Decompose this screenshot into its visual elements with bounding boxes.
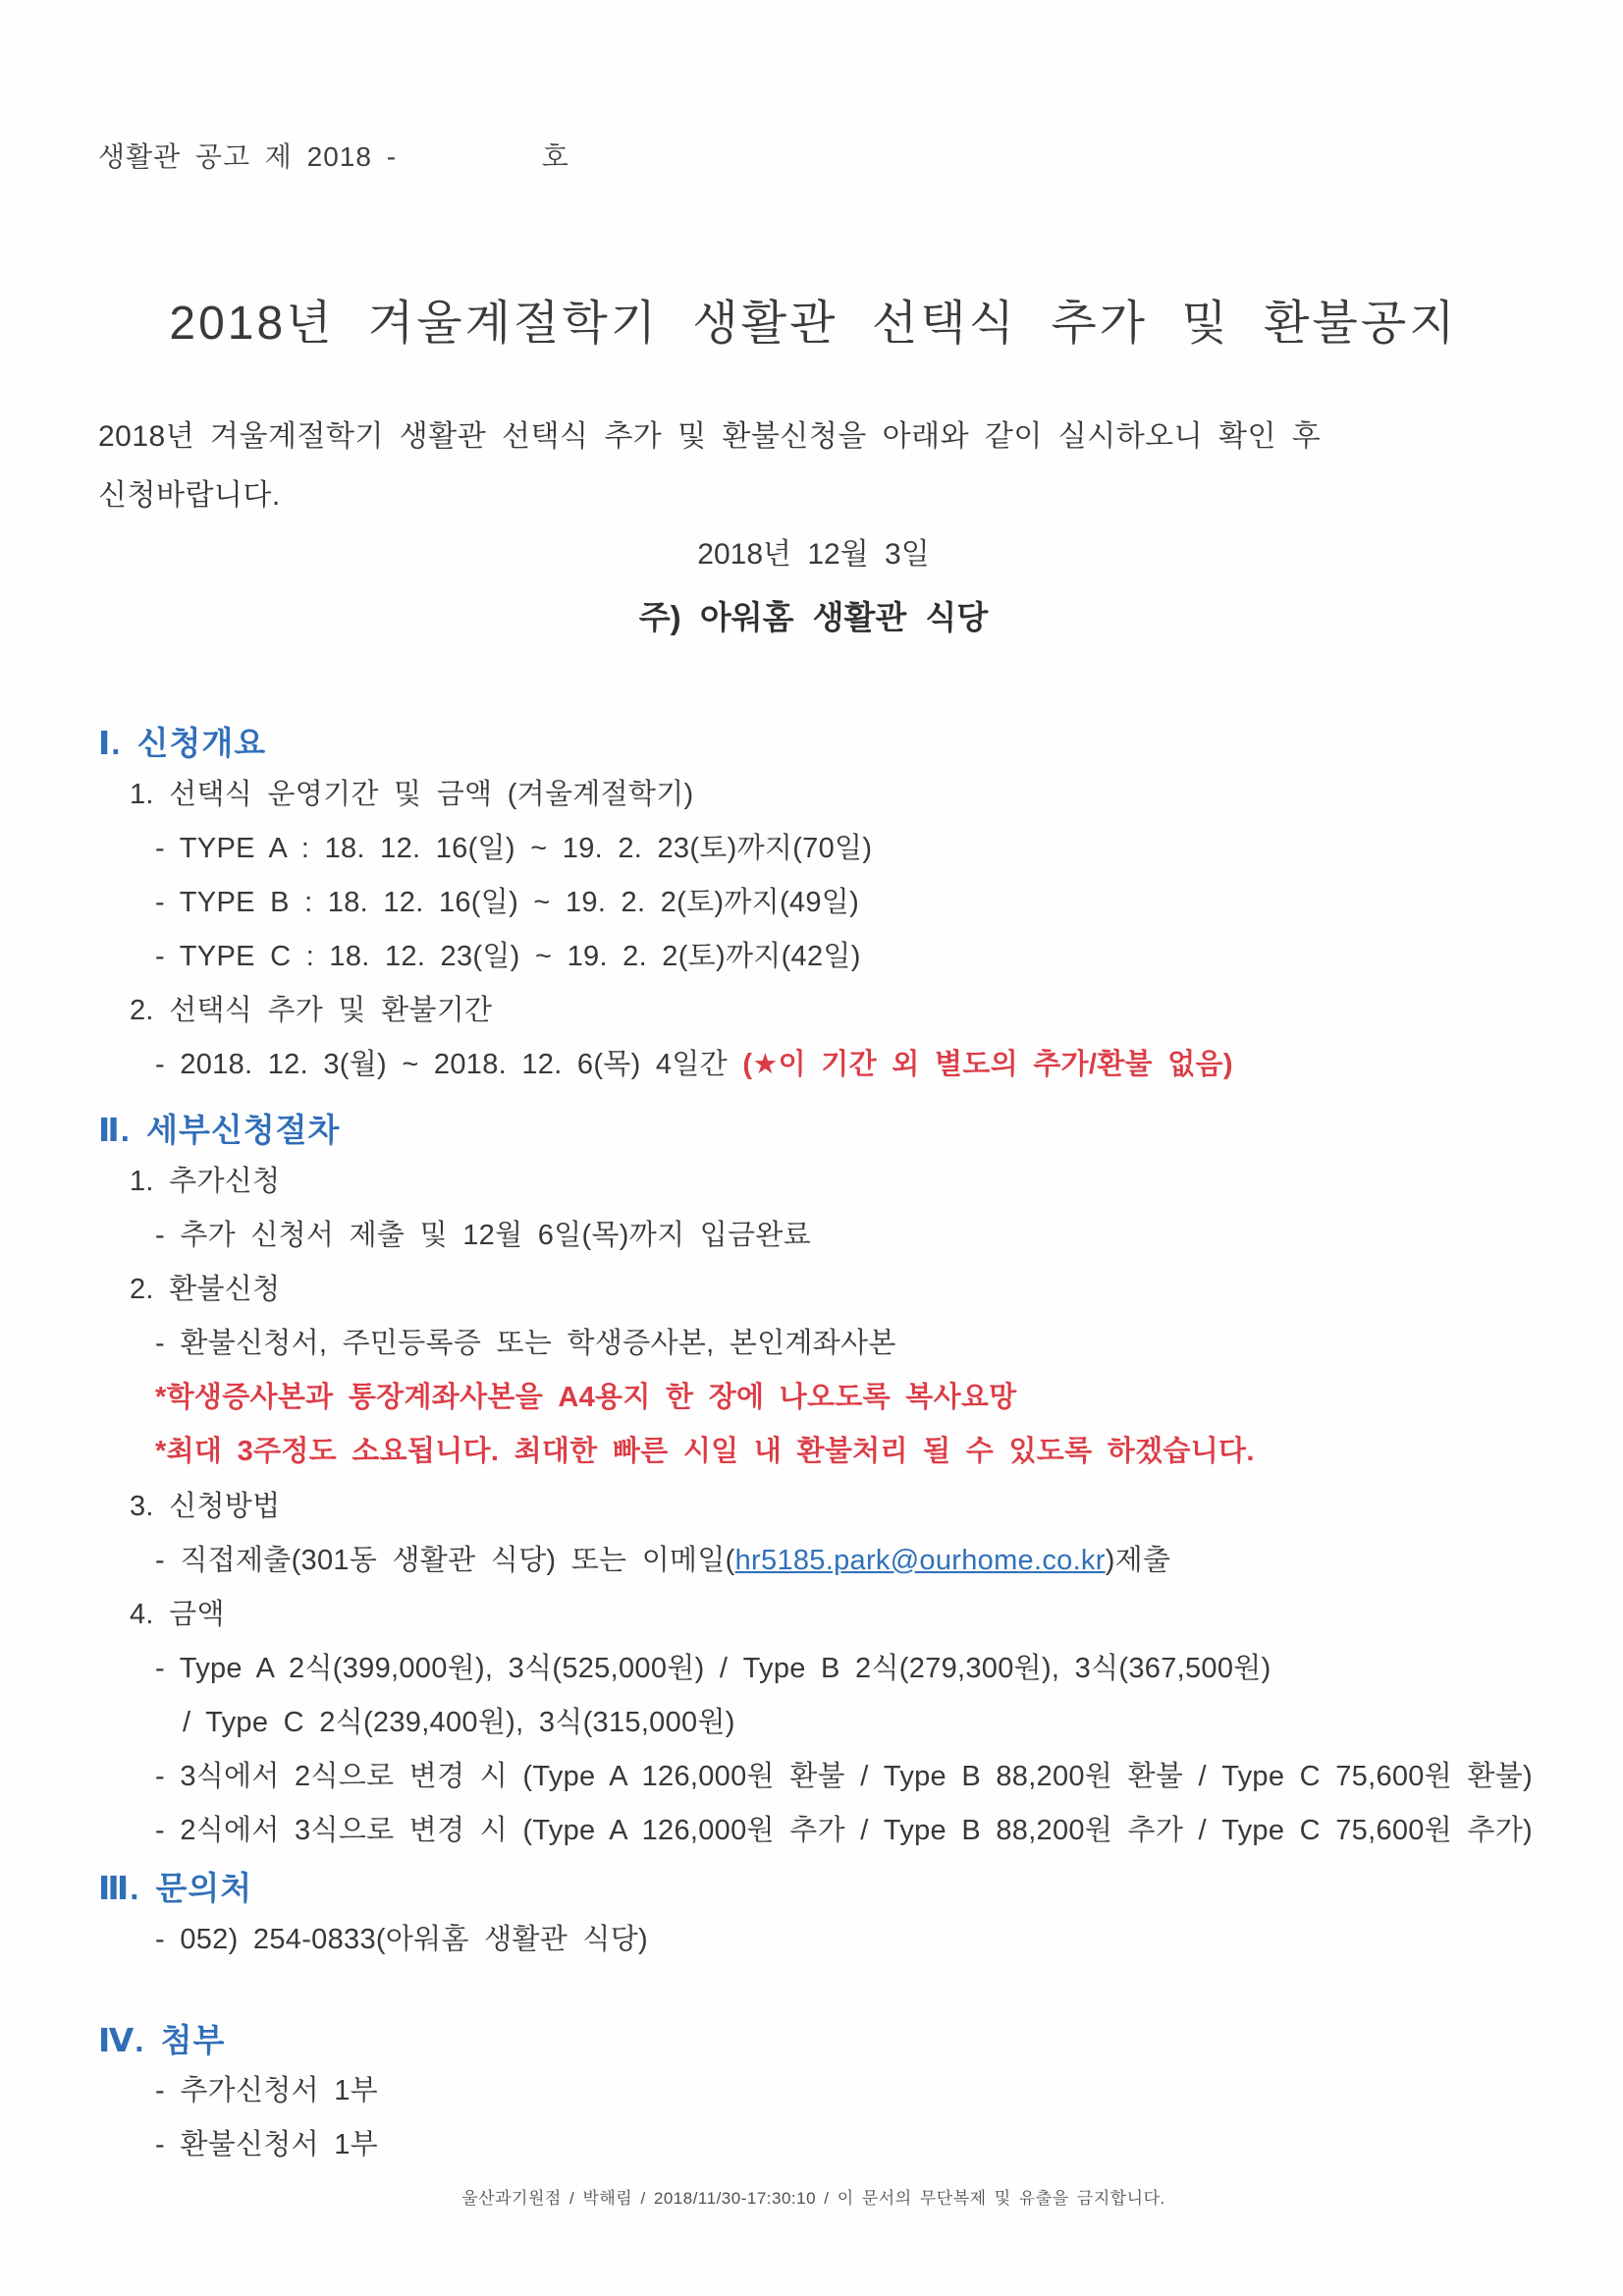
s2-method-post: )제출 — [1105, 1544, 1171, 1576]
intro-line-2: 신청바랍니다. — [98, 479, 281, 512]
section-2-heading: Ⅱ. 세부신청절차 — [98, 1112, 341, 1149]
s2-method-pre: - 직접제출(301동 생활관 식당) 또는 이메일( — [155, 1544, 735, 1576]
s2-refund-docs: - 환불신청서, 주민등록증 또는 학생증사본, 본인계좌사본 — [155, 1328, 896, 1360]
s2-item-price: 4. 금액 — [130, 1598, 225, 1630]
s2-note-copy: *학생증사본과 통장계좌사본을 A4용지 한 장에 나오도록 복사요망 — [155, 1382, 1017, 1414]
s1-item-operation-period: 1. 선택식 운영기간 및 금액 (겨울계절학기) — [130, 778, 694, 810]
email-link[interactable]: hr5185.park@ourhome.co.kr — [734, 1544, 1106, 1576]
s4-attachment-refund-form: - 환불신청서 1부 — [155, 2129, 378, 2161]
s1-type-a: - TYPE A : 18. 12. 16(일) ~ 19. 2. 23(토)까지(70일) — [155, 832, 873, 864]
s1-period-dates: - 2018. 12. 3(월) ~ 2018. 12. 6(목) 4일간 — [155, 1049, 743, 1081]
s1-period-warning: (★이 기간 외 별도의 추가/환불 없음) — [742, 1049, 1233, 1081]
s2-change-2to3: - 2식에서 3식으로 변경 시 (Type A 126,000원 추가 / Type B 88,200원 추가 / Type C 75,600원 추가) — [155, 1815, 1533, 1847]
s2-price-type-c: / Type C 2식(239,400원), 3식(315,000원) — [183, 1706, 735, 1738]
section-3-heading: Ⅲ. 문의처 — [98, 1870, 253, 1907]
section-1-heading: Ⅰ. 신청개요 — [98, 725, 267, 762]
s2-change-3to2: - 3식에서 2식으로 변경 시 (Type A 126,000원 환불 / Type B 88,200원 환불 / Type C 75,600원 환불) — [155, 1760, 1533, 1792]
s1-type-c: - TYPE C : 18. 12. 23(일) ~ 19. 2. 2(토)까지(42일) — [155, 941, 861, 973]
s2-item-add-apply: 1. 추가신청 — [130, 1165, 281, 1197]
s1-item-refund-period: 2. 선택식 추가 및 환불기간 — [130, 995, 493, 1027]
page-title: 2018년 겨울계절학기 생활관 선택식 추가 및 환불공지 — [169, 298, 1458, 350]
s4-attachment-add-form: - 추가신청서 1부 — [155, 2075, 378, 2107]
s2-item-refund-apply: 2. 환불신청 — [130, 1274, 281, 1306]
section-4-heading: Ⅳ. 첨부 — [98, 2021, 226, 2058]
s3-contact-phone: - 052) 254-0833(아워홈 생활관 식당) — [155, 1923, 649, 1955]
intro-line-1: 2018년 겨울계절학기 생활관 선택식 추가 및 환불신청을 아래와 같이 실시하오니 확인 후 — [98, 420, 1322, 453]
s2-add-apply-detail: - 추가 신청서 제출 및 12월 6일(목)까지 입금완료 — [155, 1220, 811, 1252]
s2-price-type-ab: - Type A 2식(399,000원), 3식(525,000원) / Type B 2식(279,300원), 3식(367,500원) — [155, 1652, 1271, 1684]
s1-type-b: - TYPE B : 18. 12. 16(일) ~ 19. 2. 2(토)까지(49일) — [155, 887, 860, 919]
issuer-name: 주) 아워홈 생활관 식당 — [638, 599, 989, 635]
s2-apply-method-detail — [155, 1534, 1529, 1588]
s2-note-duration: *최대 3주정도 소요됩니다. 최대한 빠른 시일 내 환불처리 될 수 있도록 하겠습니다. — [155, 1436, 1255, 1468]
s2-item-apply-method: 3. 신청방법 — [130, 1490, 281, 1522]
s1-period-detail — [155, 1038, 1529, 1092]
print-footer: 울산과기원점 / 박해림 / 2018/11/30-17:30:10 / 이 문서의 무단복제 및 유출을 금지합니다. — [461, 2189, 1165, 2209]
notice-date: 2018년 12월 3일 — [697, 538, 930, 571]
doc-number: 생활관 공고 제 2018 - 호 — [98, 141, 569, 172]
